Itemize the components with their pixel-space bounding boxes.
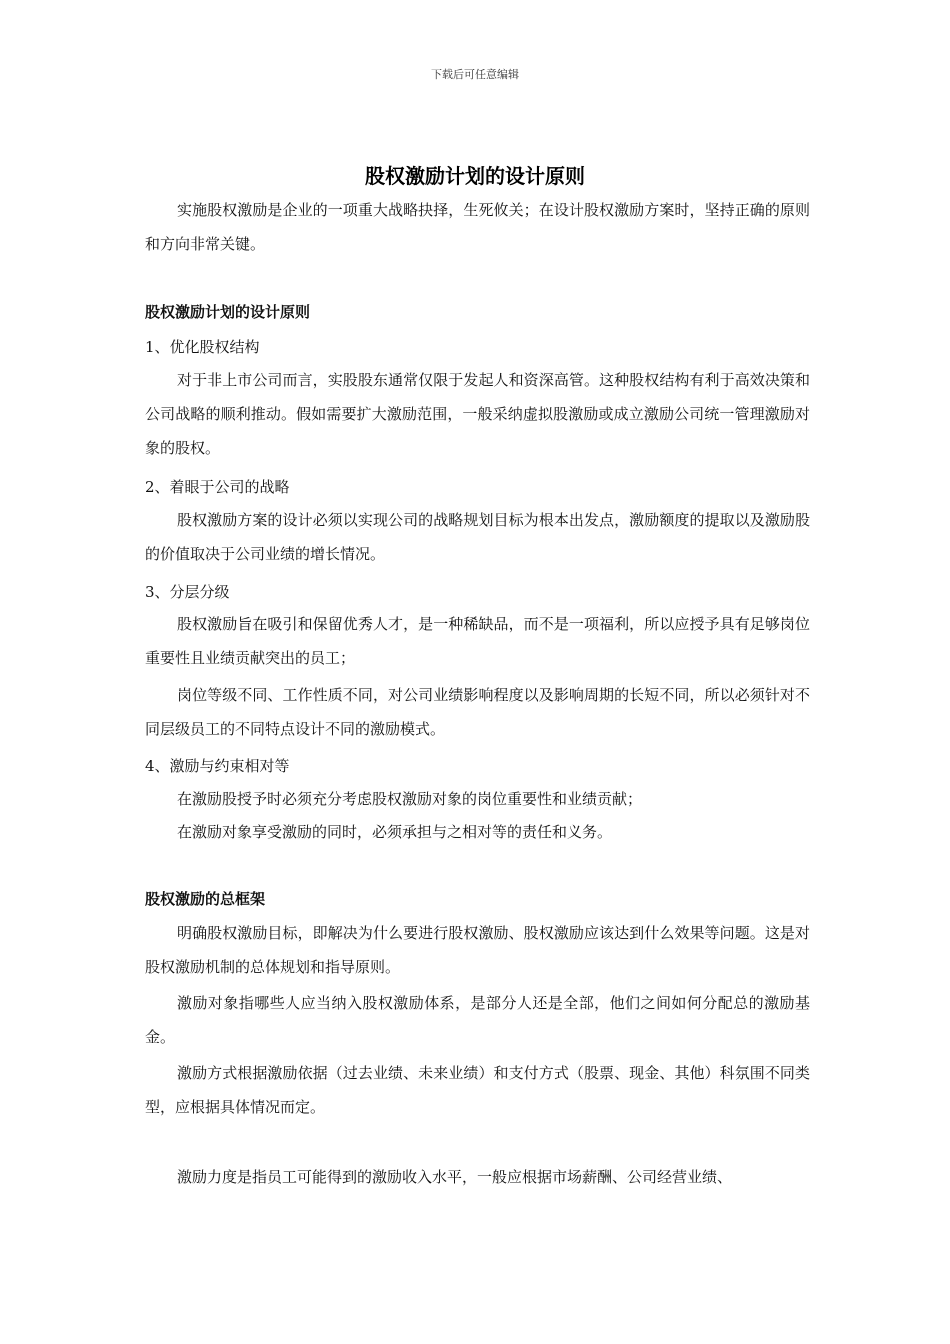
principle-item-2-label: 2、着眼于公司的战略 — [145, 478, 290, 496]
section-heading-framework: 股权激励的总框架 — [145, 890, 266, 908]
principle-item-4-paragraph-2: 在激励对象享受激励的同时，必须承担与之相对等的责任和义务。 — [177, 823, 613, 841]
principle-item-2-paragraph: 股权激励方案的设计必须以实现公司的战略规划目标为根本出发点，激励额度的提取以及激励股的价值取决于公司业绩的增长情况。 — [145, 511, 810, 563]
principle-item-3-label: 3、分层分级 — [145, 583, 230, 601]
header-note: 下载后可任意编辑 — [431, 68, 519, 81]
framework-paragraph-2: 激励对象指哪些人应当纳入股权激励体系，是部分人还是全部，他们之间如何分配总的激励基金。 — [145, 994, 810, 1046]
framework-paragraph-3: 激励方式根据激励依据（过去业绩、未来业绩）和支付方式（股票、现金、其他）科氛围不同类型，应根据具体情况而定。 — [145, 1064, 810, 1116]
intro-paragraph: 实施股权激励是企业的一项重大战略抉择，生死攸关；在设计股权激励方案时，坚持正确的原则和方向非常关键。 — [145, 201, 810, 253]
document-title: 股权激励计划的设计原则 — [365, 164, 585, 188]
principle-item-1-label: 1、优化股权结构 — [145, 338, 260, 356]
principle-item-3-paragraph-1: 股权激励旨在吸引和保留优秀人才，是一种稀缺品，而不是一项福利，所以应授予具有足够岗位重要性且业绩贡献突出的员工； — [145, 615, 810, 667]
section-heading-principles: 股权激励计划的设计原则 — [145, 303, 311, 321]
framework-paragraph-4: 激励力度是指员工可能得到的激励收入水平，一般应根据市场薪酬、公司经营业绩、 — [177, 1168, 733, 1186]
principle-item-4-paragraph-1: 在激励股授予时必须充分考虑股权激励对象的岗位重要性和业绩贡献； — [177, 790, 643, 808]
principle-item-3-paragraph-2: 岗位等级不同、工作性质不同，对公司业绩影响程度以及影响周期的长短不同，所以必须针对不同层级员工的不同特点设计不同的激励模式。 — [145, 686, 810, 738]
principle-item-4-label: 4、激励与约束相对等 — [145, 757, 290, 775]
framework-paragraph-1: 明确股权激励目标，即解决为什么要进行股权激励、股权激励应该达到什么效果等问题。这是对股权激励机制的总体规划和指导原则。 — [145, 924, 810, 976]
principle-item-1-paragraph: 对于非上市公司而言，实股股东通常仅限于发起人和资深高管。这种股权结构有利于高效决策和公司战略的顺利推动。假如需要扩大激励范围，一般采纳虚拟股激励或成立激励公司统一管理激励对象的股权。 — [145, 371, 810, 457]
